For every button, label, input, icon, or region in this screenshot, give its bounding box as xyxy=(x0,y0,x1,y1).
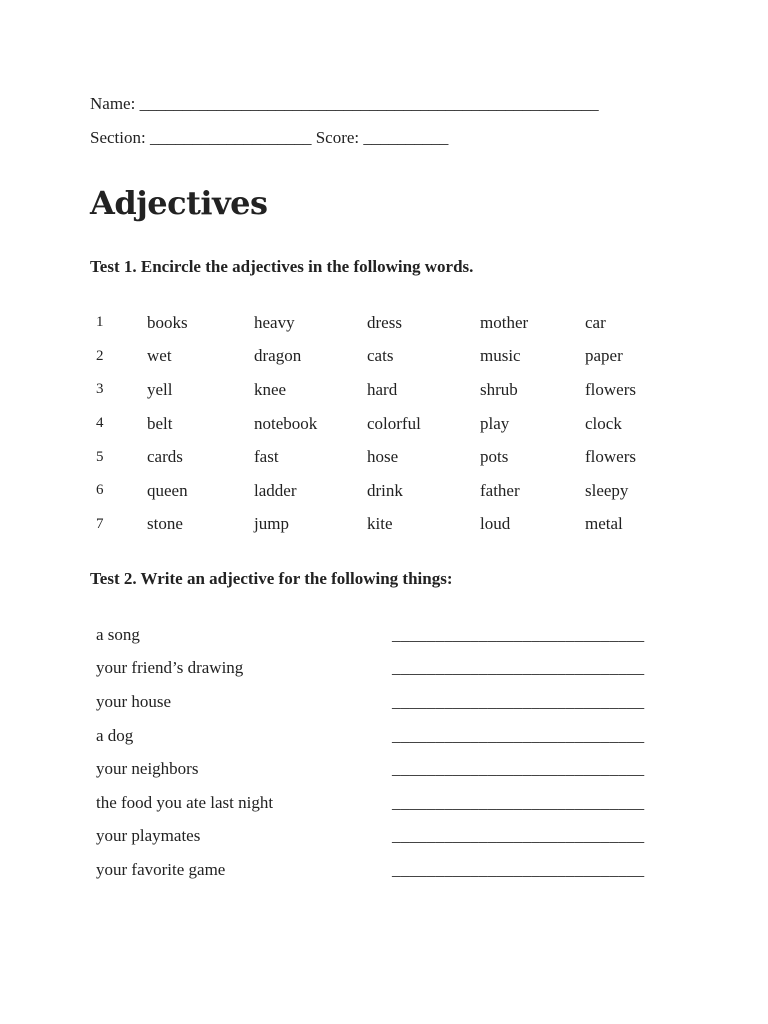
word-cell: flowers xyxy=(585,379,636,399)
list-item xyxy=(96,618,672,652)
word-cell: cats xyxy=(367,346,394,366)
word-cell: mother xyxy=(480,312,529,332)
list-item xyxy=(96,820,672,854)
row-number: 3 xyxy=(96,381,104,398)
thing-label: the food you ate last night xyxy=(96,792,274,812)
word-cell: flowers xyxy=(585,447,636,467)
answer-blank: _____________________________ xyxy=(392,624,645,644)
word-cell: sleepy xyxy=(585,480,629,500)
list-item xyxy=(96,652,672,686)
table-row xyxy=(96,407,675,441)
thing-label: your friend’s drawing xyxy=(96,658,244,678)
word-cell: heavy xyxy=(254,312,295,332)
word-cell: colorful xyxy=(367,413,421,433)
answer-blank: _____________________________ xyxy=(392,792,645,812)
section-score-line xyxy=(90,128,448,148)
word-cell: paper xyxy=(585,346,623,366)
row-number: 4 xyxy=(96,415,104,432)
word-cell: car xyxy=(585,312,606,332)
name-label: Name: xyxy=(90,94,136,113)
word-cell: queen xyxy=(147,480,188,500)
row-number: 2 xyxy=(96,347,104,364)
answer-blank: _____________________________ xyxy=(392,759,645,779)
score-blank: __________ xyxy=(363,128,449,147)
word-cell: hose xyxy=(367,447,399,467)
list-item xyxy=(96,719,672,753)
word-cell: kite xyxy=(367,514,393,534)
test1-word-table xyxy=(96,306,675,541)
row-number: 6 xyxy=(96,482,104,499)
word-cell: wet xyxy=(147,346,172,366)
word-cell: stone xyxy=(147,514,183,534)
word-cell: books xyxy=(147,312,188,332)
list-item xyxy=(96,752,672,786)
test2-things-table xyxy=(96,618,672,887)
word-cell: yell xyxy=(147,379,173,399)
word-cell: hard xyxy=(367,379,398,399)
word-cell: dress xyxy=(367,312,402,332)
table-row xyxy=(96,440,675,474)
word-cell: cards xyxy=(147,447,183,467)
section-blank: ___________________ xyxy=(149,128,312,147)
row-number: 5 xyxy=(96,448,104,465)
table-row xyxy=(96,340,675,374)
score-label: Score: xyxy=(315,128,360,147)
word-cell: play xyxy=(480,413,510,433)
table-row xyxy=(96,508,675,542)
answer-blank: _____________________________ xyxy=(392,658,645,678)
name-blank: ______________________________________________________ xyxy=(139,94,599,113)
list-item xyxy=(96,685,672,719)
word-cell: metal xyxy=(585,514,623,534)
word-cell: fast xyxy=(254,447,279,467)
thing-label: your playmates xyxy=(96,826,201,846)
word-cell: notebook xyxy=(254,413,318,433)
section-label: Section: xyxy=(90,128,146,147)
word-cell: music xyxy=(480,346,521,366)
word-cell: dragon xyxy=(254,346,302,366)
row-number: 7 xyxy=(96,515,104,532)
thing-label: your neighbors xyxy=(96,759,199,779)
list-item xyxy=(96,853,672,887)
word-cell: loud xyxy=(480,514,511,534)
thing-label: a dog xyxy=(96,725,134,745)
table-row xyxy=(96,474,675,508)
word-cell: shrub xyxy=(480,379,518,399)
answer-blank: _____________________________ xyxy=(392,691,645,711)
word-cell: drink xyxy=(367,480,403,500)
table-row xyxy=(96,306,675,340)
test2-heading: Test 2. Write an adjective for the following things: xyxy=(90,569,453,588)
answer-blank: _____________________________ xyxy=(392,859,645,879)
word-cell: clock xyxy=(585,413,622,433)
word-cell: father xyxy=(480,480,520,500)
word-cell: belt xyxy=(147,413,173,433)
page-title: Adjectives xyxy=(90,184,268,222)
word-cell: jump xyxy=(254,514,289,534)
answer-blank: _____________________________ xyxy=(392,725,645,745)
name-line xyxy=(90,94,599,114)
word-cell: knee xyxy=(254,379,287,399)
word-cell: pots xyxy=(480,447,509,467)
list-item xyxy=(96,786,672,820)
thing-label: your house xyxy=(96,691,172,711)
thing-label: a song xyxy=(96,624,140,644)
test1-heading: Test 1. Encircle the adjectives in the following words. xyxy=(90,257,474,276)
row-number: 1 xyxy=(96,314,104,331)
answer-blank: _____________________________ xyxy=(392,826,645,846)
thing-label: your favorite game xyxy=(96,859,226,879)
table-row xyxy=(96,373,675,407)
word-cell: ladder xyxy=(254,480,297,500)
